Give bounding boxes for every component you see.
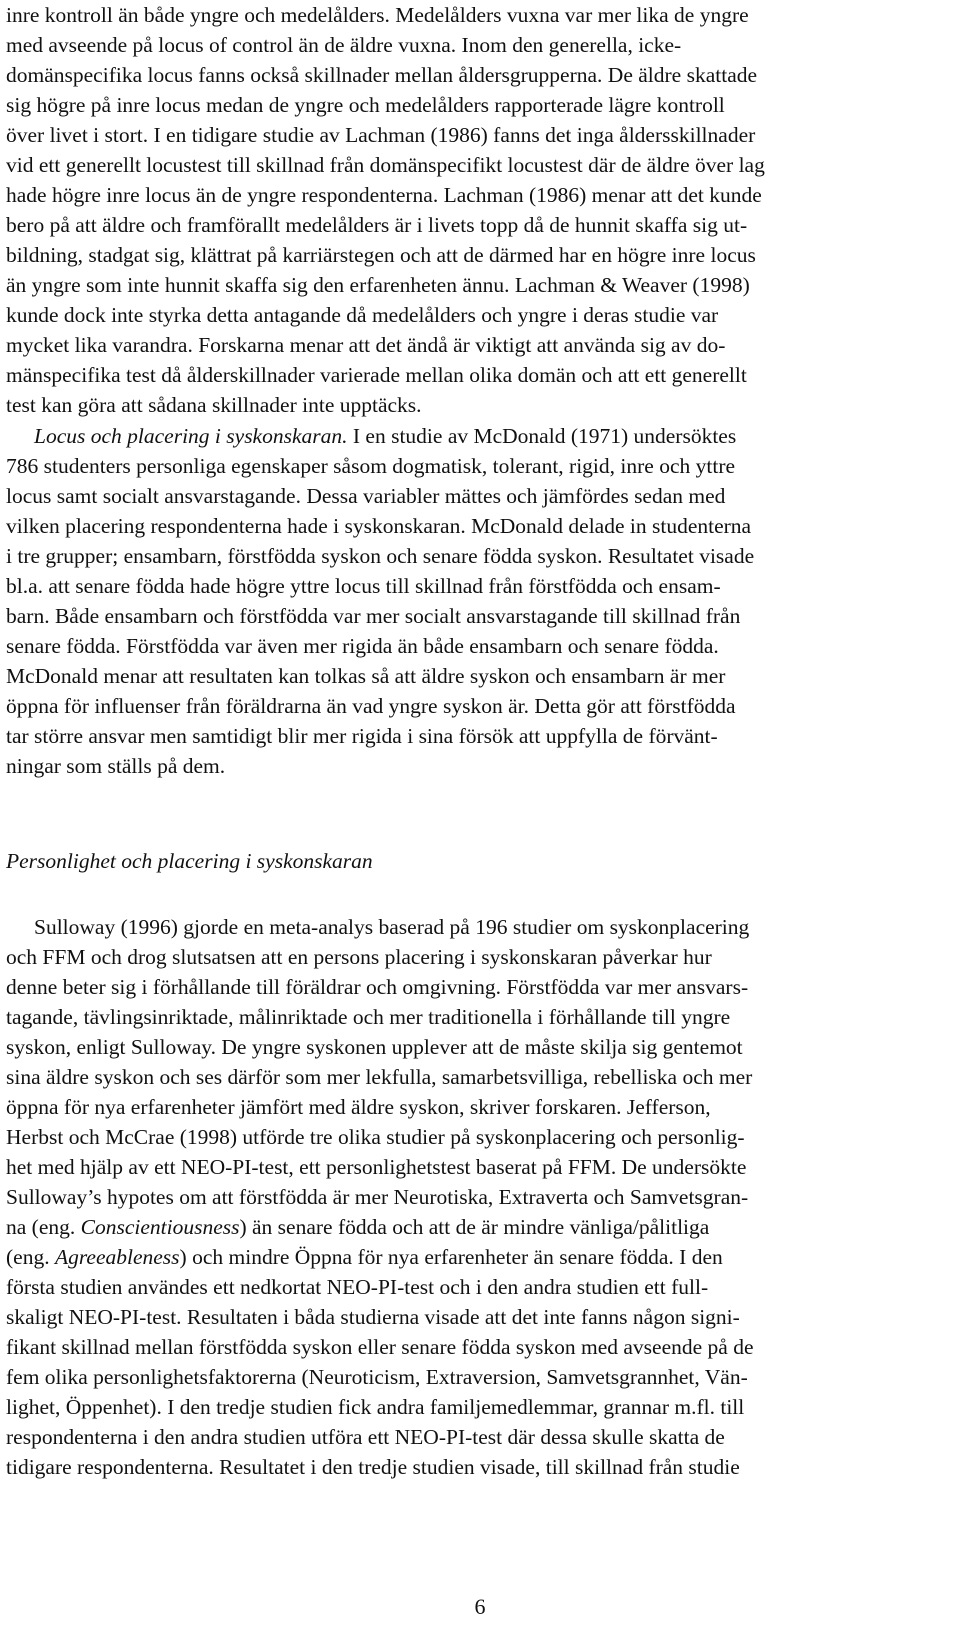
text-line: vilken placering respondenterna hade i syskonskaran. McDonald delade in studenterna bbox=[6, 514, 752, 538]
text-line: Herbst och McCrae (1998) utförde tre olika studier på syskonplacering och personlig- bbox=[6, 1125, 745, 1149]
text-line: Sulloway’s hypotes om att förstfödda är mer Neurotiska, Extraverta och Samvetsgran- bbox=[6, 1185, 749, 1209]
text-line: tagande, tävlingsinriktade, målinriktade och mer traditionella i förhållande till yngre bbox=[6, 1005, 731, 1029]
text-line: med avseende på locus of control än de äldre vuxna. Inom den generella, icke- bbox=[6, 33, 682, 57]
text-line: kunde dock inte styrka detta antagande då medelålders och yngre i deras studie var bbox=[6, 303, 719, 327]
text-line: mänspecifika test då ålderskillnader varierade mellan olika domän och att ett generellt bbox=[6, 363, 747, 387]
text-line: öppna för influenser från föräldrarna än vad yngre syskon är. Detta gör att förstfödda bbox=[6, 694, 736, 718]
text-line: fikant skillnad mellan förstfödda syskon eller senare födda syskon med avseende på de bbox=[6, 1335, 754, 1359]
text-line: test kan göra att sådana skillnader inte upptäcks. bbox=[6, 393, 422, 417]
text-line: het med hjälp av ett NEO-PI-test, ett personlighetstest baserat på FFM. De undersökte bbox=[6, 1155, 747, 1179]
text-line: lighet, Öppenhet). I den tredje studien fick andra familjemedlemmar, grannar m.fl. till bbox=[6, 1395, 745, 1419]
subsection-line-rest: I en studie av McDonald (1971) undersöktes bbox=[347, 424, 737, 448]
text-line: 786 studenters personliga egenskaper såsom dogmatisk, tolerant, rigid, inre och yttre bbox=[6, 454, 736, 478]
text-line: bildning, stadgat sig, klättrat på karriärstegen och att de därmed har en högre inre locus bbox=[6, 243, 756, 267]
text-line: öppna för nya erfarenheter jämfört med äldre syskon, skriver forskaren. Jefferson, bbox=[6, 1095, 711, 1119]
text-line: syskon, enligt Sulloway. De yngre syskonen upplever att de måste skilja sig gentemot bbox=[6, 1035, 743, 1059]
text-line: bero på att äldre och framförallt medelålders är i livets topp då de hunnit skaffa sig ut- bbox=[6, 213, 748, 237]
italic-term: Agreeableness bbox=[54, 1245, 180, 1269]
text-line: tar större ansvar men samtidigt blir mer rigida i sina försök att uppfylla de förvänt- bbox=[6, 724, 718, 748]
text-line: barn. Både ensambarn och förstfödda var mer socialt ansvarstagande till skillnad från bbox=[6, 604, 741, 628]
subsection-title: Locus och placering i syskonskaran. bbox=[34, 424, 348, 448]
text-span: na (eng. bbox=[6, 1215, 81, 1239]
text-line: i tre grupper; ensambarn, förstfödda syskon och senare födda syskon. Resultatet visade bbox=[6, 544, 755, 568]
text-line: och FFM och drog slutsatsen att en persons placering i syskonskaran påverkar hur bbox=[6, 945, 712, 969]
text-line: tidigare respondenterna. Resultatet i den tredje studien visade, till skillnad från studie bbox=[6, 1455, 740, 1479]
text-line: Sulloway (1996) gjorde en meta-analys baserad på 196 studier om syskonplacering bbox=[34, 915, 750, 939]
page-number: 6 bbox=[474, 1594, 486, 1619]
text-line bbox=[6, 1242, 723, 1272]
text-line bbox=[6, 1212, 709, 1242]
text-line: över livet i stort. I en tidigare studie av Lachman (1986) fanns det inga åldersskillnader bbox=[6, 123, 756, 147]
text-line: sig högre på inre locus medan de yngre och medelålders rapporterade lägre kontroll bbox=[6, 93, 725, 117]
text-line: första studien användes ett nedkortat NEO-PI-test och i den andra studien ett full- bbox=[6, 1275, 709, 1299]
text-line: än yngre som inte hunnit skaffa sig den erfarenheten ännu. Lachman & Weaver (1998) bbox=[6, 273, 750, 297]
text-span: ) och mindre Öppna för nya erfarenheter än senare födda. I den bbox=[179, 1245, 723, 1269]
text-line: hade högre inre locus än de yngre respondenterna. Lachman (1986) menar att det kunde bbox=[6, 183, 762, 207]
text-span: ) än senare födda och att de är mindre vänliga/pålitliga bbox=[239, 1215, 710, 1239]
subsection-line bbox=[34, 421, 736, 451]
text-line: inre kontroll än både yngre och medelålders. Medelålders vuxna var mer lika de yngre bbox=[6, 3, 749, 27]
text-line: bl.a. att senare födda hade högre yttre locus till skillnad från förstfödda och ensam- bbox=[6, 574, 721, 598]
italic-term: Conscientiousness bbox=[80, 1215, 240, 1239]
text-span: (eng. bbox=[6, 1245, 55, 1269]
text-line: skaligt NEO-PI-test. Resultaten i båda studierna visade att det inte fanns någon signi- bbox=[6, 1305, 740, 1329]
text-line: respondenterna i den andra studien utföra ett NEO-PI-test där dessa skulle skatta de bbox=[6, 1425, 725, 1449]
section-heading: Personlighet och placering i syskonskaran bbox=[6, 849, 373, 873]
text-line: McDonald menar att resultaten kan tolkas så att äldre syskon och ensambarn är mer bbox=[6, 664, 726, 688]
text-line: fem olika personlighetsfaktorerna (Neuroticism, Extraversion, Samvetsgrannhet, Vän- bbox=[6, 1365, 748, 1389]
text-line: ningar som ställs på dem. bbox=[6, 754, 226, 778]
text-line: denne beter sig i förhållande till föräldrar och omgivning. Förstfödda var mer ansvars- bbox=[6, 975, 749, 999]
text-line: domänspecifika locus fanns också skillnader mellan åldersgrupperna. De äldre skattade bbox=[6, 63, 758, 87]
text-line: mycket lika varandra. Forskarna menar att det ändå är viktigt att använda sig av do- bbox=[6, 333, 726, 357]
text-line: vid ett generellt locustest till skillnad från domänspecifikt locustest där de äldre över lag bbox=[6, 153, 765, 177]
text-line: senare födda. Förstfödda var även mer rigida än både ensambarn och senare födda. bbox=[6, 634, 719, 658]
text-line: locus samt socialt ansvarstagande. Dessa variabler mättes och jämfördes sedan med bbox=[6, 484, 726, 508]
text-line: sina äldre syskon och ses därför som mer lekfulla, samarbetsvilliga, rebelliska och mer bbox=[6, 1065, 753, 1089]
